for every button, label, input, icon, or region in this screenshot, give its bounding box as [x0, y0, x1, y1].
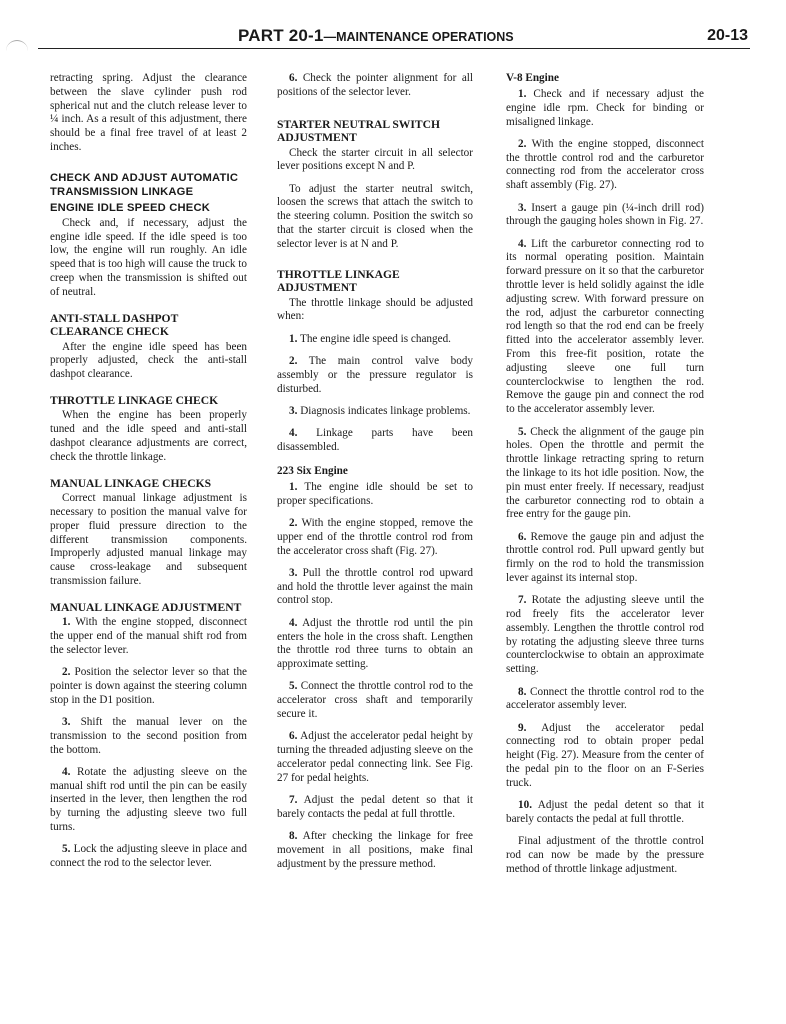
page-number: 20-13 — [707, 27, 748, 44]
column-2 — [277, 72, 473, 880]
list-item: 2. With the engine stopped, remove the upper end of the throttle control rod from the accelerator cross shaft (Fig. 27). — [277, 516, 473, 557]
list-item: 5. Lock the adjusting sleeve in place and connect the rod to the selector lever. — [50, 843, 247, 870]
paragraph-clutch-continued: retracting spring. Adjust the clearance between the slave cylinder push rod spherical nut and the clutch release lever to ¼ inch. As a result of this adjustment, there should be a final free travel of at least 2 inches. — [50, 72, 247, 153]
paragraph-idle-speed: Check and, if necessary, adjust the engine idle speed. If the idle speed is too low, the engine will run roughly. An idle speed that is too high will cause the truck to creep when the transmission is shifted out of neutral. — [50, 216, 247, 298]
heading-throttle-linkage-adjustment: THROTTLE LINKAGE ADJUSTMENT — [277, 267, 400, 295]
paragraph-throttle-check: When the engine has been properly tuned and the idle speed and anti-stall dashpot clearance adjustments are correct, check the throttle linkage. — [50, 409, 247, 463]
heading-anti-stall-dashpot: ANTI-STALL DASHPOT CLEARANCE CHECK — [50, 311, 179, 339]
paragraph-starter-check: Check the starter circuit in all selector lever positions except N and P. — [277, 146, 473, 173]
heading-starter-neutral-switch: STARTER NEUTRAL SWITCH ADJUSTMENT — [277, 117, 441, 145]
list-item: 3. Diagnosis indicates linkage problems. — [289, 404, 471, 417]
header-dash: — — [323, 30, 337, 44]
heading-engine-idle-speed-check: ENGINE IDLE SPEED CHECK — [50, 201, 211, 214]
page-corner-mark — [6, 40, 28, 53]
list-item: 4. Linkage parts have been disassembled. — [277, 427, 474, 454]
heading-manual-linkage-checks: MANUAL LINKAGE CHECKS — [50, 476, 212, 490]
list-item: 5. Check the alignment of the gauge pin holes. Open the throttle and permit the throttle linkage retracting spring to return the linkage to its hot idle position. Now, the pin must enter freely. If necessary, readjust the carburetor connecting rod to obtain a free entry for the gauge pin. — [506, 425, 705, 521]
list-item: 7. Adjust the pedal detent so that it barely contacts the pedal at full throttle. — [277, 793, 473, 820]
paragraph-throttle-intro: The throttle linkage should be adjusted when: — [277, 296, 473, 323]
list-item: 6. Check the pointer alignment for all positions of the selector lever. — [277, 72, 473, 98]
list-item: 1. The engine idle should be set to proper specifications. — [277, 480, 473, 507]
list-item: 8. After checking the linkage for free movement in all positions, make final adjustment by the pressure method. — [277, 830, 473, 870]
list-item: 2. Position the selector lever so that the pointer is down against the steering column stop in the D1 position. — [50, 666, 248, 706]
list-item: 4. Rotate the adjusting sleeve on the manual shift rod until the pin can be easily inserted in the lever, then lengthen the rod by turning the adjusting sleeve two full turns. — [50, 765, 247, 834]
list-item: 10. Adjust the pedal detent so that it barely contacts the pedal at full throttle. — [506, 799, 704, 825]
heading-throttle-linkage-check: THROTTLE LINKAGE CHECK — [50, 393, 219, 407]
column-1 — [50, 72, 247, 879]
list-item: 8. Connect the throttle control rod to the accelerator assembly lever. — [506, 685, 704, 712]
header-title — [238, 26, 514, 46]
heading-v8-engine: V-8 Engine — [506, 72, 559, 84]
header-section: MAINTENANCE OPERATIONS — [336, 30, 514, 44]
list-item: 4. Adjust the throttle rod until the pin enters the hole in the cross shaft. Lengthen the throttle rod three turns to obtain an approximate setting. — [277, 616, 473, 671]
list-item: 4. Lift the carburetor connecting rod to its normal operating position. Maintain forward pressure on it so that the carburetor throttle lever is held solidly against the idle adjusting screw. With forward pressure on the rod, adjust the carburetor connecting rod length so that the rod end can be freely fitted into the accelerator assembly lever. From this free-fit position, rotate the adjusting sleeve one full turn counterclockwise to lengthen the rod. Remove the gauge pin and connect the rod to the accelerator assembly lever. — [506, 237, 704, 416]
list-item: 3. Insert a gauge pin (¼-inch drill rod) through the gauging holes shown in Fig. 27. — [506, 201, 704, 228]
paragraph-dashpot: After the engine idle speed has been properly adjusted, check the anti-stall dashpot clearance. — [50, 340, 247, 381]
column-3 — [506, 72, 704, 885]
list-item: 3. Pull the throttle control rod upward and hold the throttle lever against the main control stop. — [277, 566, 474, 607]
heading-manual-linkage-adjustment: MANUAL LINKAGE ADJUSTMENT — [50, 600, 242, 614]
paragraph-final-adjustment: Final adjustment of the throttle control rod can now be made by the pressure method of throttle linkage adjustment. — [506, 835, 704, 875]
list-item: 1. With the engine stopped, disconnect the upper end of the manual shift rod from the selector lever. — [50, 616, 247, 656]
list-item: 1. Check and if necessary adjust the engine idle rpm. Check for binding or misaligned linkage. — [506, 88, 704, 128]
header-part: PART 20-1 — [238, 26, 324, 45]
list-item: 3. Shift the manual lever on the transmission to the second position from the bottom. — [50, 716, 247, 756]
paragraph-starter-adjust: To adjust the starter neutral switch, loosen the screws that attach the switch to the steering column. Position the switch so that the starter circuit is closed when the selector lever is at N and P. — [277, 182, 473, 250]
list-item: 6. Adjust the accelerator pedal height by turning the threaded adjusting sleeve on the accelerator pedal connecting link. See Fig. 27 for pedal heights. — [277, 730, 473, 784]
list-item: 2. With the engine stopped, disconnect the throttle control rod and the carburetor connecting rod from the accelerator cross shaft assembly (Fig. 27). — [506, 137, 704, 192]
list-item: 9. Adjust the accelerator pedal connecting rod to obtain proper pedal height (Fig. 27). Measure from the center of the pedal pin to the floor on an F-Series truck. — [506, 721, 704, 789]
list-item: 1. The engine idle speed is changed. — [289, 332, 451, 345]
heading-223-six-engine: 223 Six Engine — [277, 464, 348, 477]
list-item: 7. Rotate the adjusting sleeve until the rod freely fits the accelerator lever assembly. Lengthen the throttle control rod by rotating the adjusting sleeve three turns counterclockwise to obtain an approximate setting. — [506, 594, 704, 676]
list-item: 6. Remove the gauge pin and adjust the throttle control rod. Pull upward gently but firmly on the rod to hold the transmission lever against its internal stop. — [506, 530, 704, 584]
heading-automatic-transmission-linkage: CHECK AND ADJUST AUTOMATIC TRANSMISSION LINKAGE — [50, 171, 239, 198]
paragraph-manual-checks: Correct manual linkage adjustment is necessary to position the manual valve for proper fluid pressure direction to the different transmission components. Improperly adjusted manual linkage may cause cross-leakage and subsequent transmission failure. — [50, 492, 247, 587]
list-item: 2. The main control valve body assembly or the pressure regulator is disturbed. — [277, 355, 473, 395]
page-header — [38, 18, 750, 49]
list-item: 5. Connect the throttle control rod to the accelerator cross shaft and temporarily secure it. — [277, 680, 474, 720]
